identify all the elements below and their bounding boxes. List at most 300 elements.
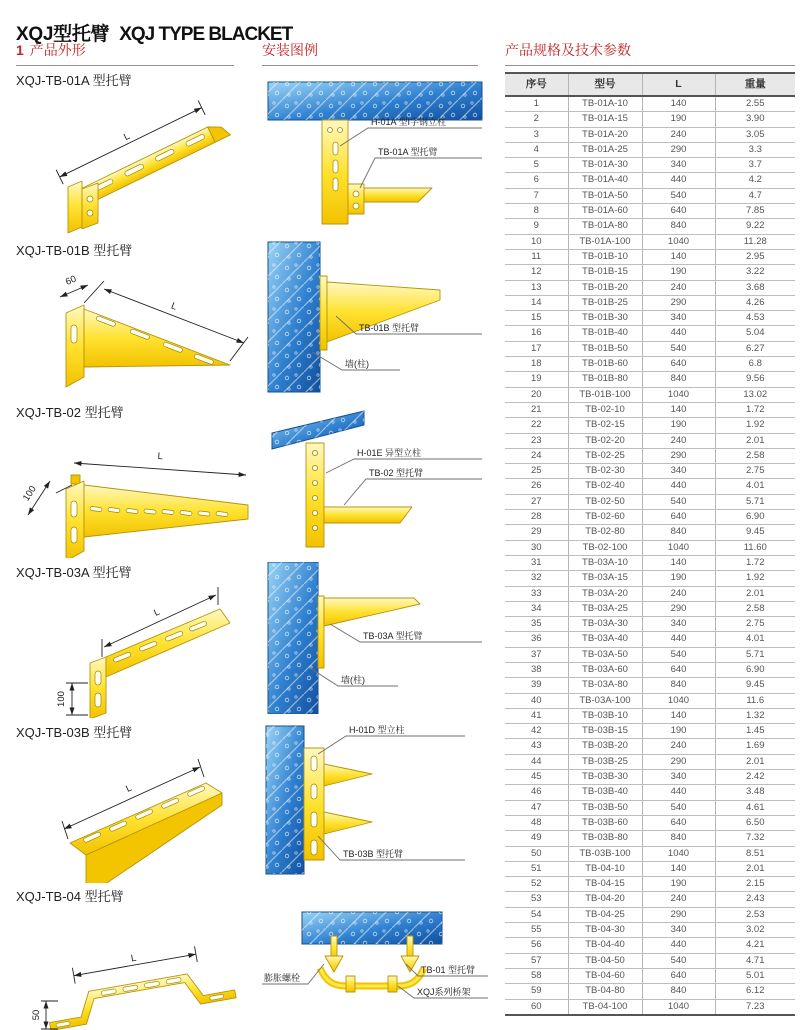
hole [312,465,317,470]
table-cell: TB-03A-40 [568,632,642,647]
table-row [505,846,795,861]
dimension-label: 100 [56,691,67,707]
table-cell: 4.61 [715,800,795,815]
table-row [505,494,795,509]
table-cell: TB-03B-30 [568,770,642,785]
table-cell: TB-01A-10 [568,96,642,112]
install-block-3 [260,405,492,553]
table-cell: 11 [505,249,568,264]
bracket-arm [324,764,372,786]
bracket-arm [327,282,440,342]
install-block-6 [260,906,492,1028]
table-row [505,601,795,616]
back-plate [320,276,327,350]
table-cell: 1.72 [715,555,795,570]
table-cell: TB-03B-20 [568,739,642,754]
hole [328,128,333,133]
table-cell: TB-03B-15 [568,724,642,739]
table-cell: 640 [642,968,715,983]
hole [353,191,359,197]
table-cell: 2.75 [715,464,795,479]
callout-label: TB-03A 型托臂 [363,631,423,641]
table-cell: TB-03A-80 [568,678,642,693]
install-drawing-1 [260,78,492,228]
bolt [71,475,80,484]
table-cell: 240 [642,280,715,295]
table-cell: 540 [642,494,715,509]
table-cell: 140 [642,861,715,876]
table-cell: 190 [642,265,715,280]
table-cell: 440 [642,326,715,341]
table-row [505,571,795,586]
table-row [505,861,795,876]
table-row [505,265,795,280]
callout-label: TB-01A 型托臂 [378,147,438,157]
callout-label: XQJ系列桥架 [417,987,471,997]
slot [311,756,317,771]
table-cell: 540 [642,188,715,203]
table-row [505,464,795,479]
table-cell: TB-01B-30 [568,311,642,326]
slot [333,160,338,173]
slot [71,501,77,517]
product-block-tb04 [16,886,256,1030]
dimension-label: L [124,782,134,795]
product-block-tb01b [16,240,256,401]
table-cell: 440 [642,938,715,953]
table-cell: 20 [505,387,568,402]
table-cell: 7.23 [715,999,795,1015]
table-row [505,219,795,234]
table-cell: 2.43 [715,892,795,907]
callout-label: TB-01B 型托臂 [359,323,420,333]
table-cell: 5.71 [715,494,795,509]
table-cell: 57 [505,953,568,968]
table-row [505,647,795,662]
slot [311,840,317,855]
table-row [505,540,795,555]
table-cell: 3.02 [715,923,795,938]
dimension-line [74,463,246,475]
table-row [505,249,795,264]
table-cell: 240 [642,586,715,601]
table-row [505,280,795,295]
table-row [505,357,795,372]
table-row [505,678,795,693]
table-cell: 290 [642,601,715,616]
table-cell: 6.12 [715,984,795,999]
table-cell: 640 [642,357,715,372]
table-cell: 6.50 [715,815,795,830]
table-cell: TB-01B-20 [568,280,642,295]
table-row [505,831,795,846]
table-cell: 2 [505,112,568,127]
table-row [505,341,795,356]
table-cell: 53 [505,892,568,907]
product-block-tb03a [16,562,256,718]
concrete-texture [268,82,482,120]
table-cell: 11.6 [715,693,795,708]
table-cell: 6.27 [715,341,795,356]
table-cell: 540 [642,800,715,815]
table-cell: 3.05 [715,127,795,142]
expansion-bolt-head [401,956,419,972]
slot [95,693,101,707]
table-cell: TB-02-100 [568,540,642,555]
install-block-4 [260,562,492,714]
table-cell: 7.85 [715,204,795,219]
table-cell: 58 [505,968,568,983]
table-cell: 60 [505,999,568,1015]
table-cell: TB-03B-40 [568,785,642,800]
table-cell: TB-02-15 [568,418,642,433]
table-cell: 4.7 [715,188,795,203]
table-row [505,402,795,417]
table-row [505,938,795,953]
product-drawing-tb01b [16,261,256,401]
install-drawing-2 [260,240,492,395]
table-cell: 190 [642,724,715,739]
spec-table [505,72,795,1016]
product-name: XQJ-TB-01B 型托臂 [16,243,133,258]
table-row [505,662,795,677]
table-row [505,142,795,157]
callout-label: H-01D 型立柱 [349,725,405,735]
table-cell: 9.45 [715,678,795,693]
table-cell: TB-03A-25 [568,601,642,616]
callout-label: TB-03B 型托臂 [343,849,404,859]
table-header-cell: 重量 [715,73,795,96]
table-row [505,188,795,203]
table-cell: 6.8 [715,357,795,372]
table-cell: 1040 [642,540,715,555]
table-cell: TB-04-30 [568,923,642,938]
table-cell: 38 [505,662,568,677]
table-cell: 240 [642,892,715,907]
table-row [505,877,795,892]
table-cell: TB-03B-80 [568,831,642,846]
table-cell: 35 [505,617,568,632]
table-cell: 840 [642,219,715,234]
table-cell: 3.22 [715,265,795,280]
table-cell: 5.01 [715,968,795,983]
table-cell: 1040 [642,234,715,249]
page-title-en: XQJ TYPE BLACKET [119,23,293,45]
table-cell: 2.95 [715,249,795,264]
table-cell: 13.02 [715,387,795,402]
table-cell: TB-01A-50 [568,188,642,203]
table-row [505,754,795,769]
connector-plate [348,184,364,214]
dimension-label: L [169,300,179,313]
table-cell: 8.51 [715,846,795,861]
table-cell: 51 [505,861,568,876]
table-header-cell: L [642,73,715,96]
dimension-label: 60 [64,273,79,288]
table-row [505,708,795,723]
expansion-bolt-head [325,956,343,972]
table-cell: 7.32 [715,831,795,846]
table-cell: 19 [505,372,568,387]
table-cell: TB-01B-10 [568,249,642,264]
table-cell: 30 [505,540,568,555]
product-drawing-tb03a [16,583,256,718]
table-cell: TB-04-15 [568,877,642,892]
table-row [505,158,795,173]
table-cell: 290 [642,754,715,769]
table-cell: 2.55 [715,96,795,112]
section-heading-installation [262,40,478,66]
table-row [505,418,795,433]
table-cell: 10 [505,234,568,249]
dimension-label: L [152,606,162,619]
table-cell: TB-03B-60 [568,815,642,830]
bracket-arm [324,507,412,523]
section-number: 1 [16,42,24,58]
table-cell: 240 [642,127,715,142]
table-cell: 640 [642,204,715,219]
table-cell: 640 [642,662,715,677]
leader-line [360,158,482,188]
table-cell: 440 [642,479,715,494]
table-row [505,953,795,968]
callout-label: TB-02 型托臂 [369,468,424,478]
table-cell: TB-03A-20 [568,586,642,601]
table-row [505,295,795,310]
table-cell: 52 [505,877,568,892]
table-row [505,968,795,983]
concrete-texture [266,726,304,874]
table-row [505,448,795,463]
table-cell: 3.3 [715,142,795,157]
table-row [505,555,795,570]
table-cell: 39 [505,678,568,693]
table-cell: 540 [642,953,715,968]
table-cell: 55 [505,923,568,938]
table-cell: TB-04-10 [568,861,642,876]
table-cell: 2.58 [715,601,795,616]
product-name: XQJ-TB-01A 型托臂 [16,73,132,88]
table-cell: TB-02-50 [568,494,642,509]
hole [338,128,343,133]
hole [312,450,317,455]
table-cell: 49 [505,831,568,846]
install-drawing-4 [260,562,492,714]
table-cell: TB-01B-50 [568,341,642,356]
dim-tick [84,281,104,303]
table-row [505,525,795,540]
slot [71,527,77,543]
dimension-label: 100 [20,483,39,504]
table-cell: 340 [642,770,715,785]
table-cell: TB-02-25 [568,448,642,463]
table-row [505,785,795,800]
table-cell: 240 [642,739,715,754]
dim-tick [56,170,63,184]
page-title-cn: XQJ型托臂 [16,23,110,45]
table-cell: TB-03A-100 [568,693,642,708]
table-cell: 9.56 [715,372,795,387]
table-row [505,372,795,387]
table-cell: 290 [642,295,715,310]
table-row [505,204,795,219]
callout-label: H-01E 异型立柱 [357,448,422,458]
callout-label: TB-01 型托臂 [421,965,476,975]
table-cell: 3.7 [715,158,795,173]
bracket-arm [106,606,230,677]
steel-column [306,443,324,547]
table-cell: 4.01 [715,632,795,647]
table-cell: 22 [505,418,568,433]
table-cell: 340 [642,311,715,326]
table-header-row [505,73,795,96]
table-cell: 18 [505,357,568,372]
product-name: XQJ-TB-02 型托臂 [16,405,124,420]
table-cell: TB-01A-40 [568,173,642,188]
bracket-arm [364,188,432,202]
table-cell: 4.53 [715,311,795,326]
table-cell: 27 [505,494,568,509]
table-cell: 3 [505,127,568,142]
table-cell: 11.60 [715,540,795,555]
concrete-texture [302,912,442,944]
bracket-arm [324,598,420,626]
table-cell: TB-01B-40 [568,326,642,341]
back-plate [66,305,84,387]
section-heading-specs [505,40,795,66]
hole [312,495,317,500]
slot [333,142,338,155]
table-cell: TB-01B-25 [568,295,642,310]
table-cell: 2.01 [715,754,795,769]
table-cell: 9 [505,219,568,234]
table-cell: 340 [642,617,715,632]
table-cell: 840 [642,372,715,387]
dimension-label: L [157,450,164,463]
table-row [505,984,795,999]
table-cell: 1.45 [715,724,795,739]
table-row [505,173,795,188]
table-cell: 46 [505,785,568,800]
table-cell: TB-03A-60 [568,662,642,677]
table-cell: 2.53 [715,907,795,922]
table-cell: TB-02-30 [568,464,642,479]
table-cell: 3.90 [715,112,795,127]
install-drawing-3 [260,405,492,553]
back-plate [68,181,82,233]
table-cell: TB-01A-15 [568,112,642,127]
table-cell: 340 [642,158,715,173]
table-cell: TB-03A-15 [568,571,642,586]
table-cell: 9.45 [715,525,795,540]
callout-label: H-01A 型I字钢立柱 [371,117,447,127]
table-cell: TB-02-20 [568,433,642,448]
hole [312,525,317,530]
table-cell: 1.69 [715,739,795,754]
table-row [505,433,795,448]
table-cell: 290 [642,448,715,463]
table-cell: 16 [505,326,568,341]
table-row [505,999,795,1015]
table-cell: TB-02-80 [568,525,642,540]
table-cell: 44 [505,754,568,769]
table-cell: 2.15 [715,877,795,892]
table-cell: 48 [505,815,568,830]
table-cell: 41 [505,708,568,723]
table-cell: 6 [505,173,568,188]
product-block-tb03b [16,722,256,883]
table-cell: 4.2 [715,173,795,188]
table-row [505,617,795,632]
table-cell: 7 [505,188,568,203]
section-title: 产品外形 [29,42,86,58]
table-cell: 2.58 [715,448,795,463]
table-cell: 47 [505,800,568,815]
table-cell: 6.90 [715,510,795,525]
table-cell: TB-03A-10 [568,555,642,570]
table-cell: TB-01B-60 [568,357,642,372]
table-cell: 290 [642,142,715,157]
table-cell: 3.68 [715,280,795,295]
table-cell: TB-04-40 [568,938,642,953]
install-block-5 [260,718,492,878]
table-cell: 4.01 [715,479,795,494]
table-cell: 340 [642,464,715,479]
table-cell: 5.71 [715,647,795,662]
table-cell: 440 [642,632,715,647]
callout-label: 膨胀螺栓 [264,973,301,983]
table-cell: 190 [642,571,715,586]
table-cell: 5 [505,158,568,173]
table-cell: 24 [505,448,568,463]
table-cell: 29 [505,525,568,540]
table-cell: 840 [642,525,715,540]
table-cell: TB-04-50 [568,953,642,968]
table-cell: 140 [642,96,715,112]
table-cell: 4.21 [715,938,795,953]
table-cell: 14 [505,295,568,310]
table-cell: TB-04-60 [568,968,642,983]
table-cell: 9.22 [715,219,795,234]
dim-tick [198,759,204,777]
hole [312,510,317,515]
product-drawing-tb03b [16,743,256,883]
table-row [505,770,795,785]
table-cell: 43 [505,739,568,754]
table-cell: 190 [642,418,715,433]
table-cell: 440 [642,785,715,800]
table-cell: 1 [505,96,568,112]
table-cell: TB-01B-80 [568,372,642,387]
table-cell: 140 [642,555,715,570]
tray-clamp [346,976,355,992]
table-row [505,586,795,601]
table-row [505,800,795,815]
install-block-2 [260,240,492,395]
table-cell: 840 [642,678,715,693]
table-row [505,234,795,249]
table-cell: 540 [642,647,715,662]
product-block-tb01a [16,70,256,236]
table-cell: 15 [505,311,568,326]
table-cell: 290 [642,907,715,922]
product-drawing-tb01a [16,91,256,236]
table-row [505,479,795,494]
table-cell: 4.26 [715,295,795,310]
table-cell: 840 [642,984,715,999]
table-cell: TB-03B-25 [568,754,642,769]
table-cell: 2.75 [715,617,795,632]
